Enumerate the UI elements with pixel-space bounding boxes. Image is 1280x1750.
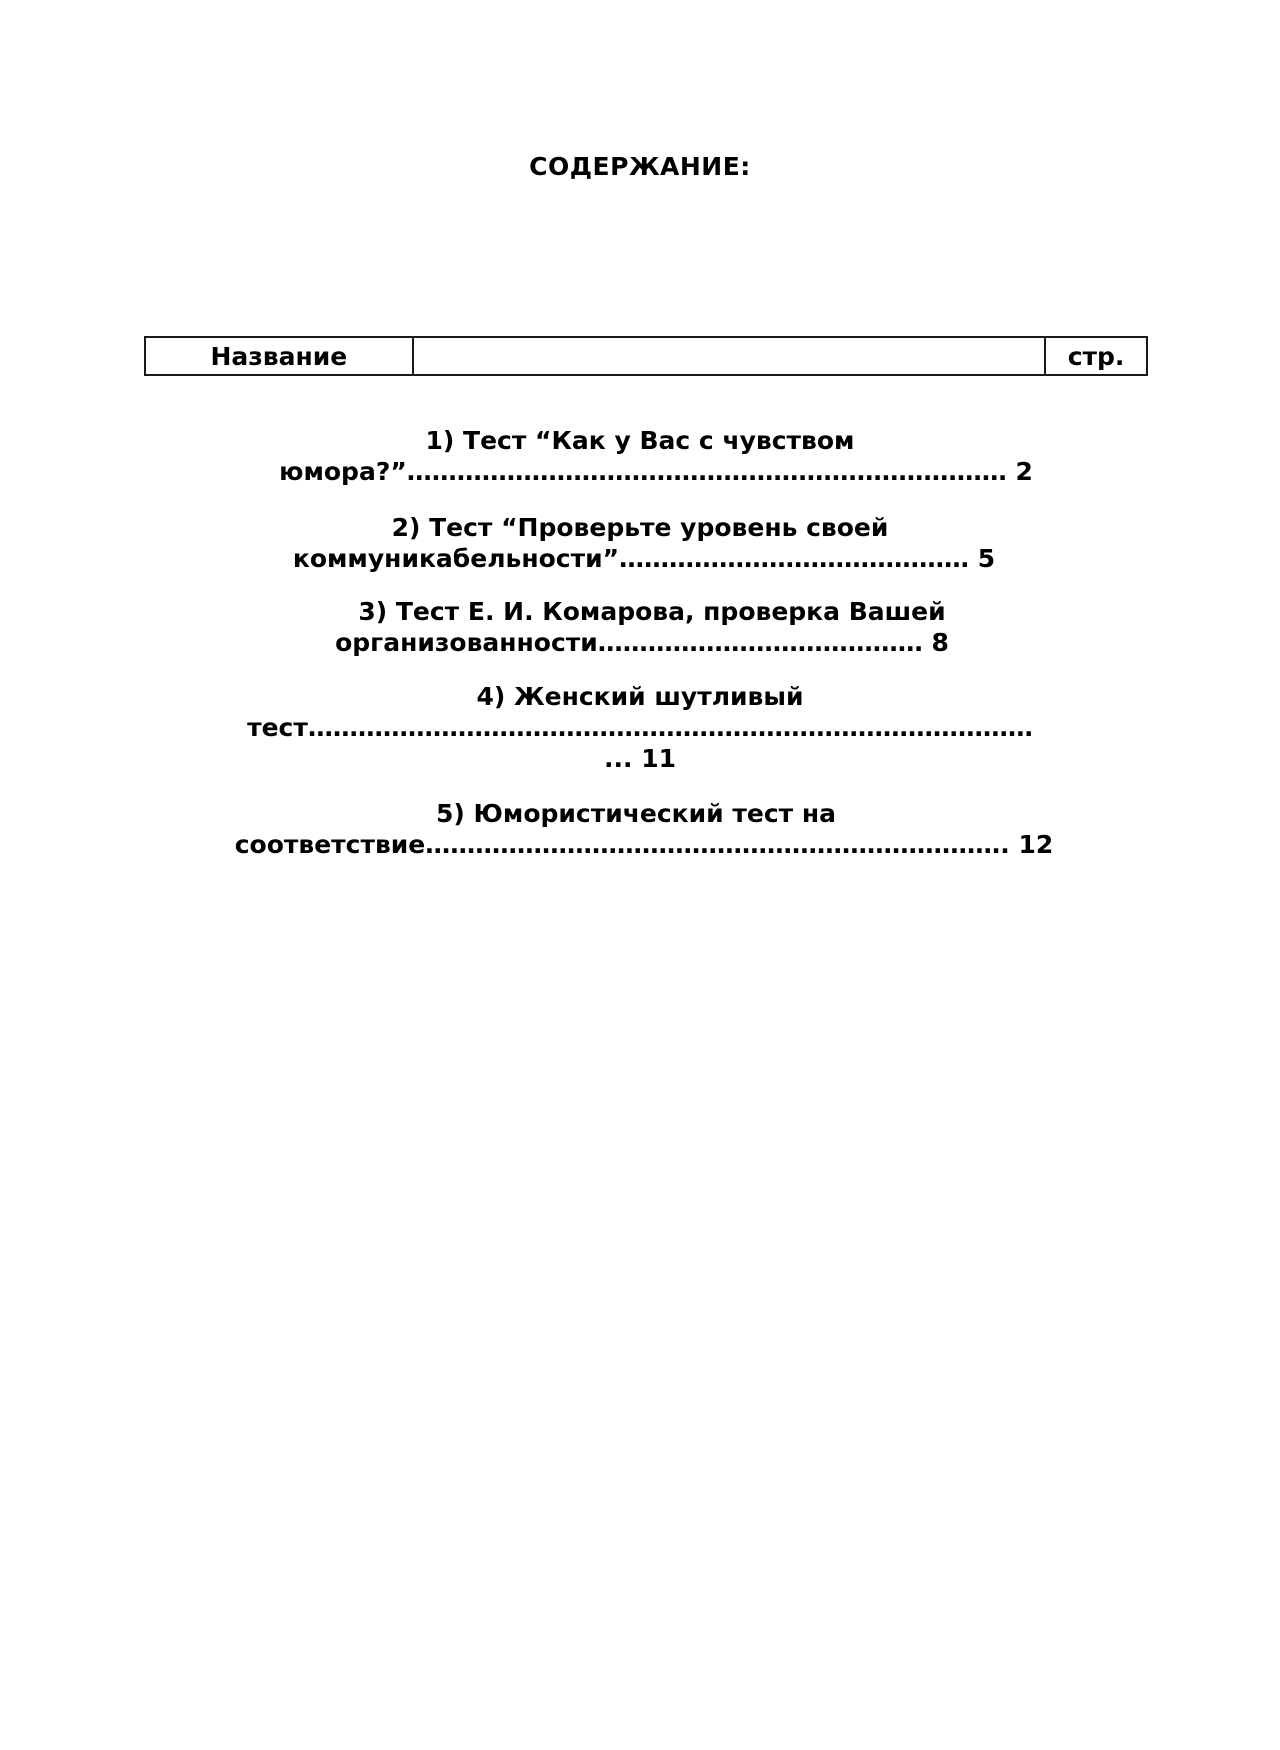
toc-entry-3-title: 3) Тест Е. И. Комарова, проверка Вашей (358, 597, 946, 626)
toc-entry-2-title: 2) Тест “Проверьте уровень своей (391, 513, 889, 542)
toc-entry-4 (0, 681, 1280, 774)
toc-entry-2-leader: коммуникабельности”…………………………………… 5 (292, 544, 996, 573)
toc-entry-2 (0, 512, 1280, 574)
toc-entry-3-leader: организованности………………………………… 8 (335, 628, 949, 657)
toc-header-name: Название (145, 337, 413, 375)
toc-entry-5-title: 5) Юмористический тест на (436, 799, 836, 828)
toc-entry-5 (0, 798, 1280, 860)
toc-header-middle (413, 337, 1045, 375)
toc-header-row (145, 337, 1147, 375)
toc-entry-5-leader: соответствие……………………………………………………………. 12 (234, 830, 1054, 859)
toc-entry-3 (0, 596, 1280, 658)
toc-entry-4-leader: тест…………………………………………………………………………… (247, 713, 1033, 742)
toc-header-table (144, 336, 1148, 376)
toc-entry-1-leader: юмора?”……………………………………………………………… 2 (279, 457, 1033, 486)
toc-entry-4-page: ... 11 (604, 744, 676, 773)
toc-entry-1 (0, 425, 1280, 487)
toc-entry-4-title: 4) Женский шутливый (476, 682, 804, 711)
page-title: СОДЕРЖАНИЕ: (529, 152, 751, 181)
toc-entry-1-title: 1) Тест “Как у Вас с чувством (425, 426, 855, 455)
toc-header-page: стр. (1045, 337, 1147, 375)
